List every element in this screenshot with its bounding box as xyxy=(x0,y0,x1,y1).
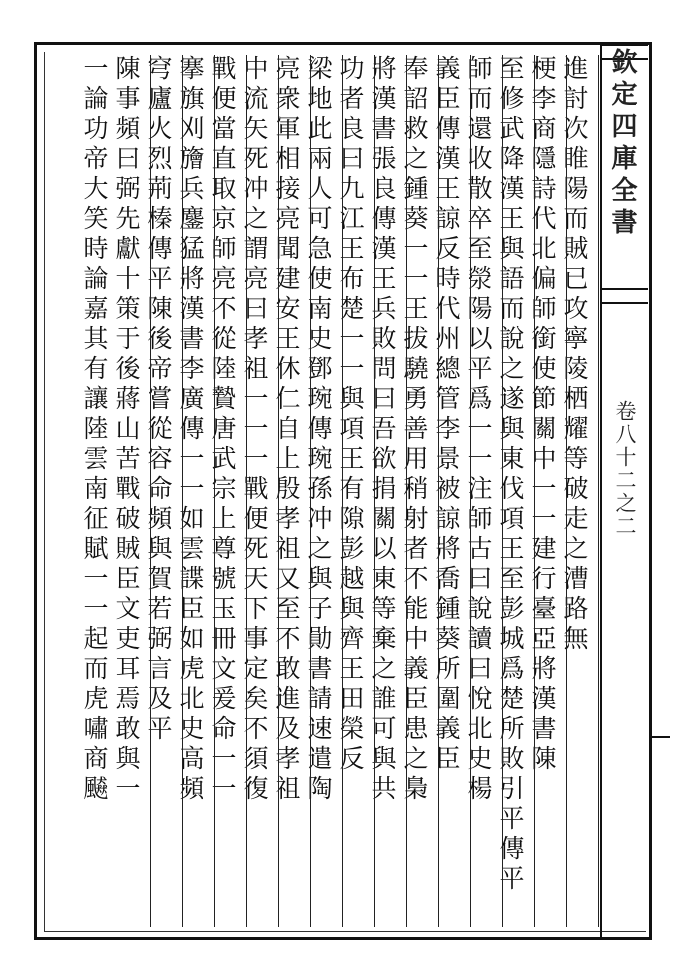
column-rule xyxy=(566,55,567,927)
text-column: 梗李商隱詩代北偏師銜使節關中一一建行臺亞將漢書陳 xyxy=(528,55,557,775)
text-column: 陳事頻曰弼先獻十策于後蔣山苦戰破賊臣文吏耳焉敢與一 xyxy=(112,55,141,805)
column-rule xyxy=(182,55,183,927)
margin-rule-right xyxy=(650,44,652,938)
text-column: 進討次睢陽而賊已攻寧陵栖耀等破走之漕路無 xyxy=(560,55,589,655)
column-rule xyxy=(342,55,343,927)
text-column: 至修武降漢王與語而說之遂與東伐項王至彭城爲楚所敗引平傳平 xyxy=(496,55,525,895)
text-column: 戰便當直取京師亮不從陸贄唐武宗上尊號玉冊文爰命一一 xyxy=(208,55,237,805)
column-rule xyxy=(150,55,151,927)
margin-rule-left xyxy=(600,44,602,938)
volume-label: 卷八十二之二 xyxy=(613,400,637,538)
text-column: 將漢書張良傳漢王兵敗問曰吾欲捐關以東等棄之誰可與共 xyxy=(368,55,397,805)
text-column: 穹廬火烈荊榛傳平陳後帝嘗從容命頻與賀若弼言及平 xyxy=(144,55,173,745)
column-rule xyxy=(278,55,279,927)
text-column: 亮衆軍相接亮聞建安王休仁自上殷孝祖又至不敢進及孝祖 xyxy=(272,55,301,805)
margin-tick xyxy=(652,736,670,738)
text-column: 搴旗刈旝兵鏖猛將漢書李廣傳一一如雲諜臣如虎北史高頻 xyxy=(176,55,205,805)
column-rule xyxy=(438,55,439,927)
text-column: 義臣傳漢王諒反時代州總管李景被諒將喬鍾葵所圍義臣 xyxy=(432,55,461,775)
text-column: 師而還收散卒至滎陽以平爲一一注師古曰說讀曰悅北史楊 xyxy=(464,55,493,805)
column-rule xyxy=(406,55,407,927)
column-rule xyxy=(502,55,503,927)
column-rule xyxy=(534,55,535,927)
text-column: 奉詔救之鍾葵一一王拔驍勇善用稍射者不能中義臣患之梟 xyxy=(400,55,429,805)
column-rule xyxy=(214,55,215,927)
text-column-overflow: 一論功帝大笑時論嘉其有讓陸雲南征賦一一起而虎嘯商飇 xyxy=(80,55,109,805)
book-title: 欽定四庫全書 xyxy=(607,48,637,240)
text-column: 中流矢死冲之謂亮曰孝祖一一一戰便死天下事定矣不須復 xyxy=(240,55,269,805)
column-rule xyxy=(246,55,247,927)
column-rule xyxy=(374,55,375,927)
text-column: 功者良曰九江王布楚一一與項王有隙彭越與齊王田榮反 xyxy=(336,55,365,775)
column-rule xyxy=(598,55,599,927)
fish-tail-mark xyxy=(602,288,648,304)
column-rule xyxy=(310,55,311,927)
column-rule xyxy=(470,55,471,927)
text-column: 梁地此兩人可急使南史鄧琬傳琬孫冲之與子勛書請速遣陶 xyxy=(304,55,333,805)
